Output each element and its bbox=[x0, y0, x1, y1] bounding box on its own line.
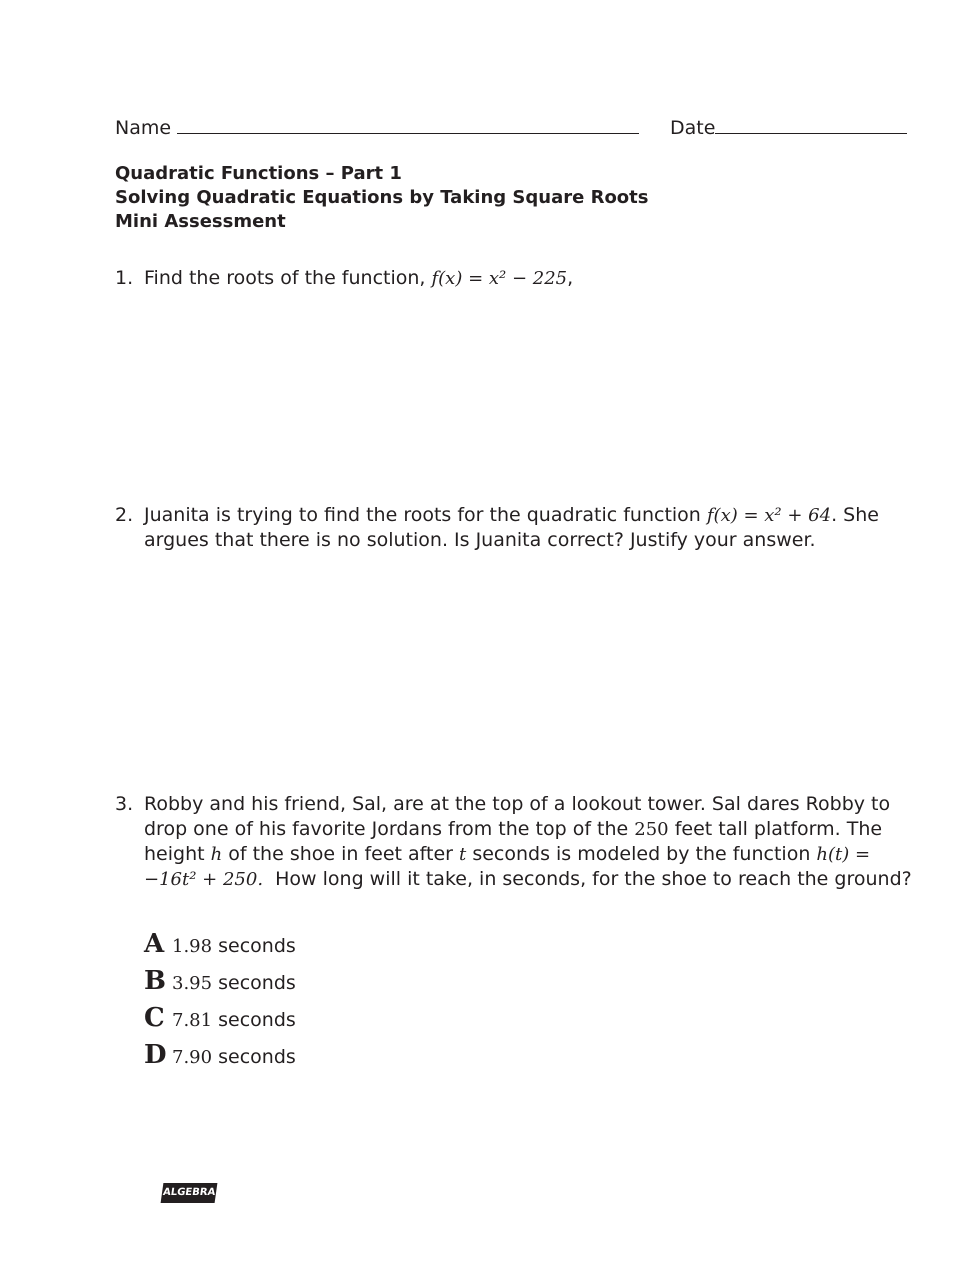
math-variable: h bbox=[210, 844, 223, 865]
question-1 bbox=[0, 266, 979, 291]
question-text-part: Juanita is trying to find the roots for the quadratic function bbox=[144, 504, 701, 526]
math-number: 250 bbox=[634, 819, 669, 840]
math-expression: f(x) = x² + 64 bbox=[706, 505, 832, 526]
math-expression: −16t² + 250. bbox=[144, 869, 264, 890]
choice-letter: C bbox=[144, 1003, 165, 1033]
choice-b[interactable] bbox=[144, 964, 296, 998]
question-text bbox=[144, 266, 573, 291]
math-expression: h(t) = bbox=[816, 844, 871, 865]
question-text-part: , bbox=[567, 267, 574, 289]
choice-d[interactable] bbox=[144, 1038, 296, 1072]
choice-letter: D bbox=[144, 1040, 167, 1070]
question-text-part: drop one of his favorite Jordans from the top of the bbox=[144, 818, 629, 840]
choice-unit: seconds bbox=[218, 935, 296, 957]
choice-unit: seconds bbox=[218, 972, 296, 994]
question-text-line-3 bbox=[144, 842, 870, 867]
question-text-part: How long will it take, in seconds, for the shoe to reach the ground? bbox=[275, 868, 912, 890]
question-text-line-2 bbox=[144, 817, 882, 842]
question-text-line-1: Robby and his friend, Sal, are at the top of a lookout tower. Sal dares Robby to bbox=[144, 793, 891, 815]
date-label: Date bbox=[670, 117, 716, 139]
choice-value: 1.98 bbox=[172, 936, 213, 957]
choice-unit: seconds bbox=[218, 1046, 296, 1068]
question-text-part: Find the roots of the function, bbox=[144, 267, 426, 289]
title-block bbox=[115, 162, 649, 234]
question-text-part: height bbox=[144, 843, 205, 865]
question-text-line-4 bbox=[144, 867, 912, 892]
question-number: 1. bbox=[115, 267, 134, 289]
title-line-2: Solving Quadratic Equations by Taking Square Roots bbox=[115, 187, 649, 208]
choice-value: 7.90 bbox=[172, 1047, 213, 1068]
title-line-1: Quadratic Functions – Part 1 bbox=[115, 163, 402, 184]
choice-c[interactable] bbox=[144, 1001, 296, 1035]
question-text-part: . She bbox=[831, 504, 879, 526]
name-label: Name bbox=[115, 117, 172, 139]
question-text-part: of the shoe in feet after bbox=[228, 843, 453, 865]
question-2 bbox=[0, 503, 979, 553]
choice-a[interactable] bbox=[144, 927, 296, 961]
math-expression: f(x) = x² − 225 bbox=[431, 268, 568, 289]
choice-value: 3.95 bbox=[172, 973, 213, 994]
name-blank[interactable] bbox=[177, 115, 639, 134]
choice-letter: B bbox=[144, 966, 166, 996]
question-text-part: seconds is modeled by the function bbox=[472, 843, 811, 865]
question-text-line-2: argues that there is no solution. Is Juanita correct? Justify your answer. bbox=[144, 529, 816, 551]
choice-letter: A bbox=[144, 929, 165, 959]
question-text-part: feet tall platform. The bbox=[674, 818, 883, 840]
title-line-3: Mini Assessment bbox=[115, 211, 286, 232]
question-number: 3. bbox=[115, 793, 134, 815]
name-field[interactable] bbox=[115, 115, 639, 139]
algebra-logo: ALGEBRA bbox=[161, 1183, 218, 1203]
choice-value: 7.81 bbox=[172, 1010, 213, 1031]
date-field[interactable] bbox=[670, 115, 907, 139]
question-3 bbox=[0, 792, 979, 892]
date-blank[interactable] bbox=[715, 115, 907, 134]
choice-unit: seconds bbox=[218, 1009, 296, 1031]
math-variable: t bbox=[459, 844, 467, 865]
question-text-line-1 bbox=[144, 503, 879, 528]
question-number: 2. bbox=[115, 504, 134, 526]
